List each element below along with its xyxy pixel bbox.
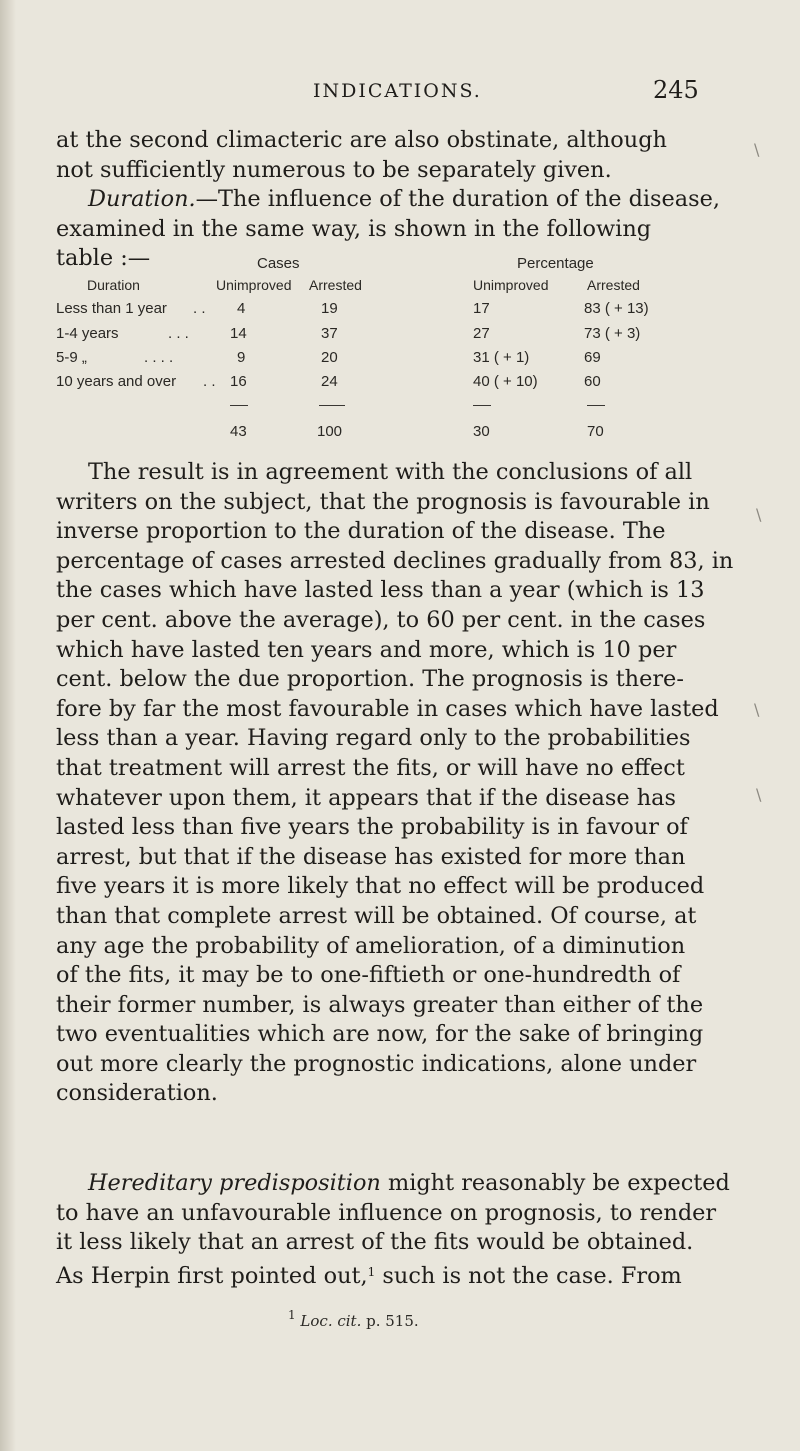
text-line: less than a year. Having regard only to the probabilities: [56, 725, 691, 752]
text-line: not sufficiently numerous to be separately given.: [56, 156, 612, 183]
total-pct-unimproved: 30: [473, 423, 490, 440]
row-cases-unimproved: 4: [237, 300, 246, 317]
text-line: cent. below the due proportion. The prognosis is there-: [56, 666, 684, 693]
text-line: writers on the subject, that the prognosis is favourable in: [56, 488, 710, 515]
text-line: consideration.: [56, 1080, 218, 1107]
footnote-reference: 1: [367, 1264, 376, 1279]
group-header-cases: Cases: [257, 255, 300, 272]
column-header: Duration: [87, 277, 140, 293]
total-rule: [230, 405, 248, 406]
running-header: [0, 76, 800, 110]
row-pct-arrested: 73 ( + 3): [584, 325, 641, 342]
text-line: fore by far the most favourable in cases which have lasted: [56, 695, 719, 722]
column-header: Unimproved: [216, 277, 292, 293]
text-line: per cent. above the average), to 60 per cent. in the cases: [56, 606, 706, 633]
row-dots: . . . .: [144, 349, 174, 366]
total-rule: [319, 405, 345, 406]
row-duration: 10 years and over: [56, 373, 177, 390]
row-pct-arrested: 83 ( + 13): [584, 300, 649, 317]
row-pct-unimproved: 17: [473, 300, 490, 317]
row-duration: 1-4 years: [56, 325, 119, 342]
row-duration: Less than 1 year: [56, 300, 167, 317]
margin-tick-mark: \: [754, 700, 760, 719]
column-header: Arrested: [309, 277, 362, 293]
text-line: it less likely that an arrest of the fits would be obtained.: [56, 1229, 694, 1256]
text-line: to have an unfavourable influence on prognosis, to render: [56, 1199, 717, 1226]
text-line: than that complete arrest will be obtained. Of course, at: [56, 902, 697, 929]
page-number: 245: [653, 76, 699, 104]
row-cases-unimproved: 16: [230, 373, 247, 390]
text-line: five years it is more likely that no effect will be produced: [56, 873, 705, 900]
text-line: percentage of cases arrested declines gradually from 83, in: [56, 547, 734, 574]
text-line: whatever upon them, it appears that if the disease has: [56, 784, 676, 811]
text-line: at the second climacteric are also obstinate, although: [56, 127, 667, 153]
text-line: that treatment will arrest the fits, or will have no effect: [56, 754, 685, 781]
text-line: table :—: [56, 245, 151, 272]
column-header: Unimproved: [473, 277, 549, 293]
text-line: The result is in agreement with the conclusions of all: [88, 459, 693, 485]
intro-paragraph: [56, 126, 746, 185]
text-line: lasted less than five years the probability is in favour of: [56, 814, 688, 841]
footnote: [288, 1308, 419, 1330]
row-pct-unimproved: 27: [473, 325, 490, 342]
text-line: their former number, is always greater than either of the: [56, 991, 704, 1018]
row-cases-arrested: 24: [321, 373, 338, 390]
footnote-marker: 1: [288, 1308, 296, 1322]
row-pct-arrested: 60: [584, 373, 601, 390]
group-header-percentage: Percentage: [517, 255, 594, 272]
row-duration: 5-9 „: [56, 349, 87, 366]
row-dots: . . .: [168, 325, 189, 342]
row-cases-unimproved: 14: [230, 325, 247, 342]
total-pct-arrested: 70: [587, 423, 604, 440]
margin-tick-mark: \: [756, 785, 762, 804]
section-heading-duration: Duration.: [88, 186, 196, 212]
text-line: examined in the same way, is shown in the following: [56, 215, 652, 242]
page-binding-shadow: [0, 0, 16, 1451]
text-line: of the fits, it may be to one-fiftieth or one-hundredth of: [56, 962, 681, 989]
text-line: any age the probability of amelioration, of a diminution: [56, 932, 686, 959]
total-cases-arrested: 100: [317, 423, 343, 440]
row-cases-unimproved: 9: [237, 349, 246, 366]
row-dots: . .: [193, 300, 206, 317]
row-cases-arrested: 19: [321, 300, 338, 317]
text-line: out more clearly the prognostic indications, alone under: [56, 1050, 697, 1077]
footnote-page: p. 515.: [361, 1312, 419, 1330]
running-title: INDICATIONS.: [313, 80, 482, 102]
row-cases-arrested: 37: [321, 325, 338, 342]
section-heading-hereditary: Hereditary predisposition: [88, 1170, 381, 1196]
row-pct-arrested: 69: [584, 349, 601, 366]
text-line: arrest, but that if the disease has existed for more than: [56, 843, 686, 870]
text-line: which have lasted ten years and more, which is 10 per: [56, 636, 677, 663]
margin-tick-mark: \: [756, 505, 762, 524]
footnote-citation: Loc. cit.: [300, 1312, 362, 1330]
row-pct-unimproved: 31 ( + 1): [473, 349, 530, 366]
row-pct-unimproved: 40 ( + 10): [473, 373, 538, 390]
total-rule: [587, 405, 605, 406]
total-rule: [473, 405, 491, 406]
row-dots: . .: [203, 373, 216, 390]
text-line: inverse proportion to the duration of the disease. The: [56, 518, 666, 545]
hereditary-paragraph: Hereditary predisposition might reasonably be expected to have an unfavourable influence on prognosis, to render it less likely that an arrest of the fits would be obtained. As Herpin first pointed out,$^1$ such is not the case. From: [56, 1169, 746, 1291]
margin-tick-mark: \: [754, 140, 760, 159]
total-cases-unimproved: 43: [230, 423, 247, 440]
column-header: Arrested: [587, 277, 640, 293]
result-paragraph: [56, 458, 746, 1109]
duration-paragraph: Duration.—The influence of the duration of the disease, examined in the same way, is shown in the following table :—: [56, 185, 746, 274]
row-cases-arrested: 20: [321, 349, 338, 366]
text-line: two eventualities which are now, for the sake of bringing: [56, 1021, 704, 1048]
text-line: the cases which have lasted less than a year (which is 13: [56, 577, 705, 604]
